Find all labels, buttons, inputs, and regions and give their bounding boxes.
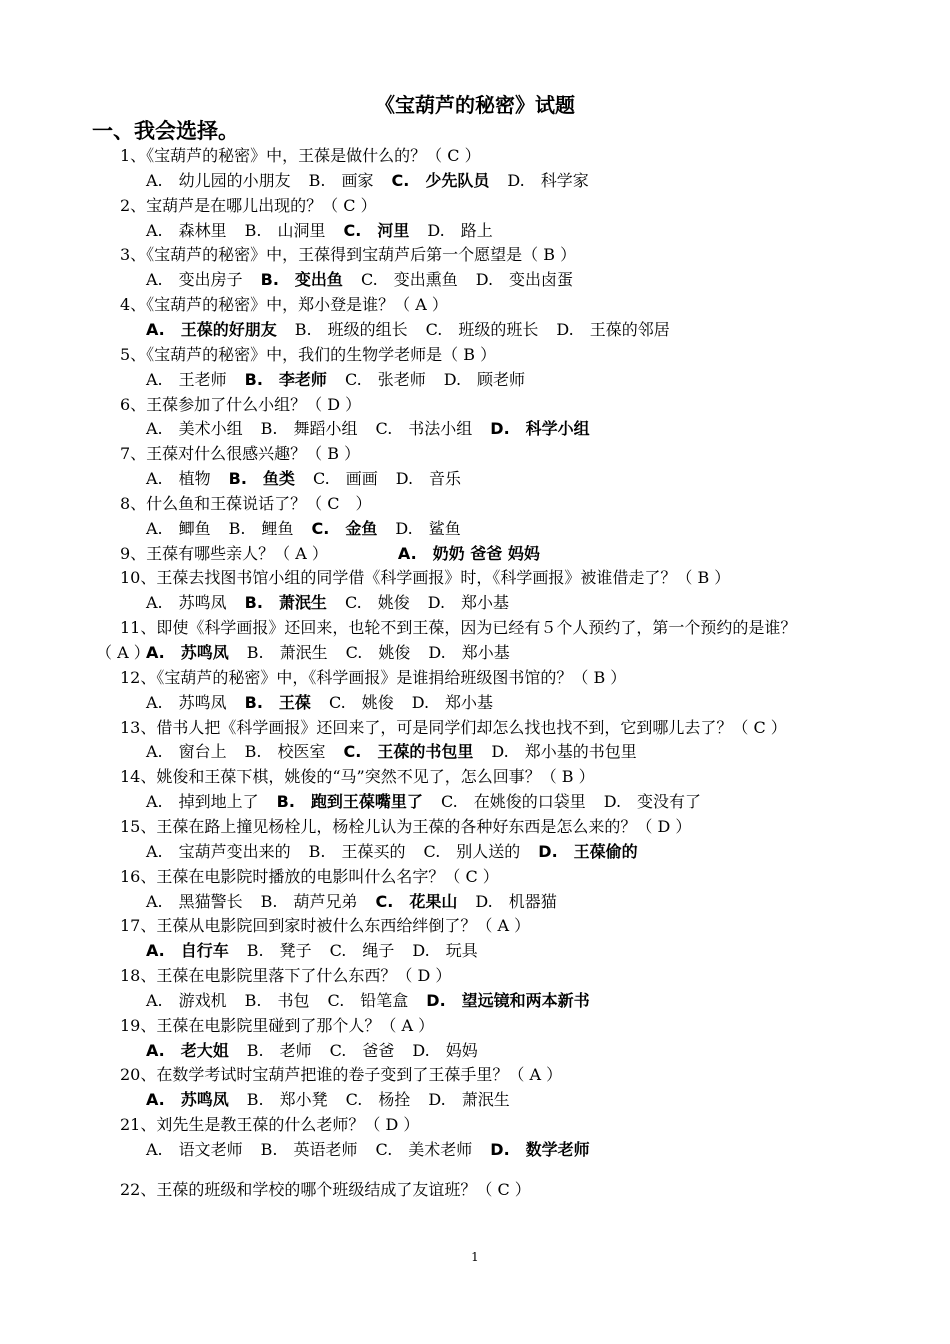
question-text: 4、《宝葫芦的秘密》中，郑小登是谁？（ A ） xyxy=(120,295,448,315)
option: D. 妈妈 xyxy=(412,1040,478,1060)
question-text: 14、姚俊和王葆下棋，姚俊的“马”突然不见了，怎么回事？（ B ） xyxy=(120,767,595,787)
option: A. 变出房子 xyxy=(146,270,243,290)
question-text: 5、《宝葫芦的秘密》中，我们的生物学老师是（ B ） xyxy=(120,344,497,364)
option: B. 凳子 xyxy=(246,941,312,961)
option: B. 萧泯生 xyxy=(246,643,328,662)
option: D. 萧泯生 xyxy=(428,1090,510,1110)
correct-option: C. 少先队员 xyxy=(391,170,490,190)
section-heading: 一、我会选择。 xyxy=(92,119,239,143)
correct-option: B. 李老师 xyxy=(244,369,327,389)
question-text: 3、《宝葫芦的秘密》中，王葆得到宝葫芦后第一个愿望是（ B ） xyxy=(120,245,577,265)
correct-option: A. 苏鸣凤 xyxy=(146,1090,229,1110)
option: A. 宝葫芦变出来的 xyxy=(146,841,291,861)
options-row xyxy=(146,841,656,863)
option: A. 掉到地上了 xyxy=(146,792,259,812)
options-row xyxy=(146,940,496,962)
option: D. 玩具 xyxy=(412,941,478,961)
option: D. 机器猫 xyxy=(475,891,557,911)
options-row xyxy=(146,518,479,540)
option: C. 姚俊 xyxy=(344,593,410,613)
option: C. 爸爸 xyxy=(329,1040,395,1060)
option: C. 画画 xyxy=(312,469,378,489)
option: A. 黑猫警长 xyxy=(146,891,243,911)
question-text: 17、王葆从电影院回到家时被什么东西给绊倒了？（ A ） xyxy=(120,916,531,936)
options-row xyxy=(146,269,591,291)
question-text: 13、借书人把《科学画报》还回来了，可是同学们却怎么找也找不到，它到哪儿去了？（ C ） xyxy=(120,717,787,737)
options-row xyxy=(146,1040,496,1062)
option: C. 书法小组 xyxy=(375,419,473,439)
options-row xyxy=(146,990,608,1012)
correct-option: B. 鱼类 xyxy=(228,469,295,489)
option: A. 王老师 xyxy=(146,369,227,389)
option: C. 绳子 xyxy=(329,941,395,961)
correct-option: B. 王葆 xyxy=(244,692,311,712)
option: C. 张老师 xyxy=(344,369,426,389)
options-row xyxy=(146,319,688,341)
options-row xyxy=(146,468,479,490)
option: D. 顾老师 xyxy=(443,369,526,389)
option: B. 校医室 xyxy=(244,742,326,762)
options-row xyxy=(146,220,511,242)
option: B. 班级的组长 xyxy=(294,319,408,339)
correct-option: B. 萧泯生 xyxy=(244,593,327,613)
correct-option: B. 跑到王葆嘴里了 xyxy=(276,792,423,812)
option: B. 老师 xyxy=(246,1040,312,1060)
option: B. 鲤鱼 xyxy=(228,518,294,538)
options-row xyxy=(146,170,607,192)
option: D. 郑小基的书包里 xyxy=(491,742,637,762)
options-row xyxy=(146,592,527,614)
question-text: 11、即使《科学画报》还回来，也轮不到王葆，因为已经有５个人预约了，第一个预约的是谁？ xyxy=(120,618,797,638)
option: B. 山洞里 xyxy=(244,220,326,240)
option: A. 游戏机 xyxy=(146,990,227,1010)
option: B. 画家 xyxy=(308,170,374,190)
correct-option: C. 花果山 xyxy=(375,891,458,911)
option: A. 森林里 xyxy=(146,220,227,240)
options-row xyxy=(146,891,575,913)
option: B. 英语老师 xyxy=(260,1140,358,1159)
option: C. 班级的班长 xyxy=(425,319,539,339)
option: C. 在姚俊的口袋里 xyxy=(440,792,586,812)
option: C. 别人送的 xyxy=(423,841,521,861)
option: A. 窗台上 xyxy=(146,742,227,762)
option: C. 杨拴 xyxy=(345,1090,411,1110)
option: A. 语文老师 xyxy=(146,1140,243,1159)
option: D. 鲨鱼 xyxy=(395,518,461,538)
question-label: 9、王葆有哪些亲人？（ A ） xyxy=(120,543,328,563)
option: B. 舞蹈小组 xyxy=(260,419,358,439)
option: C. 变出熏鱼 xyxy=(360,270,458,290)
correct-option: D. 望远镜和两本新书 xyxy=(426,990,590,1010)
question-text: 12、《宝葫芦的秘密》中，《科学画报》是谁捐给班级图书馆的？（ B ） xyxy=(120,667,627,687)
option: D. 变出卤蛋 xyxy=(475,270,574,290)
question-continuation: （ A ） xyxy=(96,643,150,662)
correct-option: C. 河里 xyxy=(343,220,410,240)
question-text: 8、什么鱼和王葆说话了？（ C ） xyxy=(120,493,372,513)
option: B. 郑小凳 xyxy=(246,1090,328,1110)
option: D. 王葆的邻居 xyxy=(556,319,670,339)
option: D. 音乐 xyxy=(395,469,462,489)
option: C. 姚俊 xyxy=(345,643,411,662)
options-row xyxy=(146,791,719,813)
option: D. 郑小基 xyxy=(428,643,510,662)
options-row xyxy=(146,692,511,714)
question-text: 16、王葆在电影院时播放的电影叫什么名字？（ C ） xyxy=(120,866,499,886)
question-text: 6、王葆参加了什么小组？（ D ） xyxy=(120,394,362,414)
question-text: 20、在数学考试时宝葫芦把谁的卷子变到了王葆手里？（ A ） xyxy=(120,1065,563,1085)
options-row xyxy=(146,642,528,664)
page-title: 《宝葫芦的秘密》试题 xyxy=(375,93,575,117)
question-text: 19、王葆在电影院里碰到了那个人？（ A ） xyxy=(120,1015,435,1035)
correct-option: C. 金鱼 xyxy=(311,518,378,538)
correct-option: A. 苏鸣凤 xyxy=(146,643,229,662)
options-row xyxy=(146,1139,608,1161)
question-text: 15、王葆在路上撞见杨栓儿，杨栓儿认为王葆的各种好东西是怎么来的？（ D ） xyxy=(120,816,692,836)
options-row xyxy=(146,741,655,763)
question-text: 10、王葆去找图书馆小组的同学借《科学画报》时，《科学画报》被谁借走了？（ B ） xyxy=(120,568,731,588)
question-text: 22、王葆的班级和学校的哪个班级结成了友谊班？（ C ） xyxy=(120,1179,531,1199)
question-text: 21、刘先生是教王葆的什么老师？（ D ） xyxy=(120,1115,420,1135)
option: C. 铅笔盒 xyxy=(327,990,409,1010)
option: C. 美术老师 xyxy=(375,1140,473,1159)
question-text xyxy=(120,543,540,565)
option: A. 幼儿园的小朋友 xyxy=(146,170,291,190)
correct-option: A. 自行车 xyxy=(146,941,229,961)
option: A. 美术小组 xyxy=(146,419,243,439)
option: D. 科学家 xyxy=(507,170,589,190)
option: D. 变没有了 xyxy=(603,792,702,812)
correct-option: B. 变出鱼 xyxy=(260,270,343,290)
correct-option: A. 王葆的好朋友 xyxy=(146,319,277,339)
option: A. 鲫鱼 xyxy=(146,518,211,538)
question-text: 2、宝葫芦是在哪儿出现的？（ C ） xyxy=(120,195,377,215)
option: D. 郑小基 xyxy=(427,593,510,613)
option: D. 郑小基 xyxy=(411,692,494,712)
question-text: 1、《宝葫芦的秘密》中，王葆是做什么的？（ C ） xyxy=(120,146,481,165)
option: A. 植物 xyxy=(146,469,211,489)
correct-option: D. 科学小组 xyxy=(490,419,590,439)
options-row xyxy=(146,418,608,440)
correct-option: D. 王葆偷的 xyxy=(538,841,638,861)
option: D. 路上 xyxy=(427,220,493,240)
option: B. 书包 xyxy=(244,990,310,1010)
option: A. 苏鸣凤 xyxy=(146,593,227,613)
correct-option: A. 老大姐 xyxy=(146,1040,229,1060)
option: A. 苏鸣凤 xyxy=(146,692,227,712)
option: B. 葫芦兄弟 xyxy=(260,891,358,911)
question-text: 7、王葆对什么很感兴趣？（ B ） xyxy=(120,444,361,464)
correct-option: D. 数学老师 xyxy=(490,1140,590,1159)
option: C. 姚俊 xyxy=(328,692,394,712)
inline-answer: A. 奶奶 爸爸 妈妈 xyxy=(397,543,540,563)
options-row xyxy=(146,1089,528,1111)
option: B. 王葆买的 xyxy=(308,841,406,861)
options-row xyxy=(146,369,543,391)
correct-option: C. 王葆的书包里 xyxy=(343,742,474,762)
question-text: 18、王葆在电影院里落下了什么东西？（ D ） xyxy=(120,966,452,986)
page-number: 1 xyxy=(471,1250,479,1264)
